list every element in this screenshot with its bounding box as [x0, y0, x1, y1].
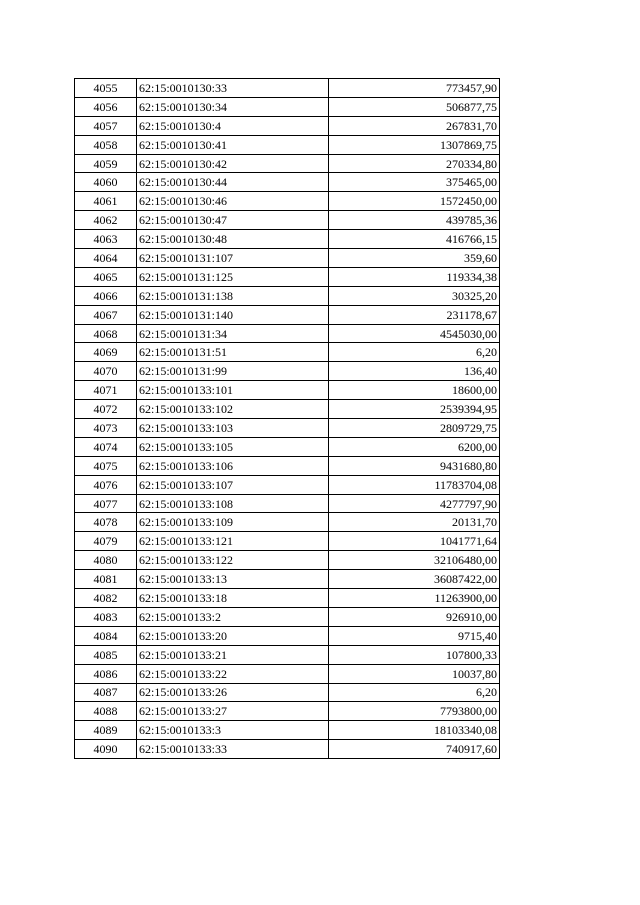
table-row	[75, 645, 500, 664]
value-cell: 270334,80	[329, 154, 500, 173]
table-row	[75, 400, 500, 419]
value-cell: 20131,70	[329, 513, 500, 532]
cadastral-value-table	[74, 78, 500, 759]
cadastral-number-cell: 62:15:0010131:125	[137, 267, 329, 286]
table-row	[75, 664, 500, 683]
row-number-cell: 4079	[75, 532, 137, 551]
row-number-cell: 4067	[75, 305, 137, 324]
row-number-cell: 4055	[75, 79, 137, 98]
row-number-cell: 4071	[75, 381, 137, 400]
cadastral-number-cell: 62:15:0010133:101	[137, 381, 329, 400]
value-cell: 506877,75	[329, 97, 500, 116]
row-number-cell: 4061	[75, 192, 137, 211]
cadastral-number-cell: 62:15:0010133:122	[137, 551, 329, 570]
row-number-cell: 4070	[75, 362, 137, 381]
cadastral-number-cell: 62:15:0010130:46	[137, 192, 329, 211]
cadastral-number-cell: 62:15:0010133:109	[137, 513, 329, 532]
value-cell: 439785,36	[329, 211, 500, 230]
row-number-cell: 4058	[75, 135, 137, 154]
value-cell: 416766,15	[329, 230, 500, 249]
cadastral-number-cell: 62:15:0010133:20	[137, 626, 329, 645]
cadastral-number-cell: 62:15:0010130:42	[137, 154, 329, 173]
value-cell: 231178,67	[329, 305, 500, 324]
row-number-cell: 4066	[75, 286, 137, 305]
row-number-cell: 4074	[75, 437, 137, 456]
cadastral-number-cell: 62:15:0010131:107	[137, 249, 329, 268]
table-row	[75, 419, 500, 438]
cadastral-number-cell: 62:15:0010133:106	[137, 456, 329, 475]
row-number-cell: 4062	[75, 211, 137, 230]
table-row	[75, 702, 500, 721]
cadastral-number-cell: 62:15:0010133:107	[137, 475, 329, 494]
table-row	[75, 437, 500, 456]
row-number-cell: 4057	[75, 116, 137, 135]
cadastral-number-cell: 62:15:0010130:48	[137, 230, 329, 249]
table-row	[75, 230, 500, 249]
value-cell: 4277797,90	[329, 494, 500, 513]
cadastral-number-cell: 62:15:0010133:18	[137, 589, 329, 608]
value-cell: 136,40	[329, 362, 500, 381]
row-number-cell: 4056	[75, 97, 137, 116]
value-cell: 18103340,08	[329, 721, 500, 740]
value-cell: 119334,38	[329, 267, 500, 286]
cadastral-number-cell: 62:15:0010131:138	[137, 286, 329, 305]
table-row	[75, 305, 500, 324]
table-row	[75, 570, 500, 589]
value-cell: 740917,60	[329, 740, 500, 759]
cadastral-number-cell: 62:15:0010133:105	[137, 437, 329, 456]
value-cell: 926910,00	[329, 607, 500, 626]
row-number-cell: 4059	[75, 154, 137, 173]
row-number-cell: 4089	[75, 721, 137, 740]
value-cell: 6,20	[329, 683, 500, 702]
table-row	[75, 211, 500, 230]
row-number-cell: 4072	[75, 400, 137, 419]
row-number-cell: 4086	[75, 664, 137, 683]
cadastral-number-cell: 62:15:0010130:33	[137, 79, 329, 98]
table-row	[75, 249, 500, 268]
row-number-cell: 4075	[75, 456, 137, 475]
table-row	[75, 343, 500, 362]
table-row	[75, 135, 500, 154]
table-row	[75, 154, 500, 173]
value-cell: 2539394,95	[329, 400, 500, 419]
cadastral-number-cell: 62:15:0010130:41	[137, 135, 329, 154]
value-cell: 375465,00	[329, 173, 500, 192]
table-row	[75, 79, 500, 98]
row-number-cell: 4078	[75, 513, 137, 532]
value-cell: 2809729,75	[329, 419, 500, 438]
cadastral-number-cell: 62:15:0010133:121	[137, 532, 329, 551]
cadastral-number-cell: 62:15:0010133:2	[137, 607, 329, 626]
row-number-cell: 4069	[75, 343, 137, 362]
row-number-cell: 4076	[75, 475, 137, 494]
cadastral-number-cell: 62:15:0010130:47	[137, 211, 329, 230]
row-number-cell: 4090	[75, 740, 137, 759]
value-cell: 773457,90	[329, 79, 500, 98]
row-number-cell: 4080	[75, 551, 137, 570]
table-row	[75, 683, 500, 702]
table-body	[75, 79, 500, 759]
row-number-cell: 4087	[75, 683, 137, 702]
row-number-cell: 4060	[75, 173, 137, 192]
value-cell: 1041771,64	[329, 532, 500, 551]
row-number-cell: 4077	[75, 494, 137, 513]
table-row	[75, 381, 500, 400]
cadastral-number-cell: 62:15:0010133:103	[137, 419, 329, 438]
table-row	[75, 607, 500, 626]
row-number-cell: 4065	[75, 267, 137, 286]
cadastral-number-cell: 62:15:0010133:22	[137, 664, 329, 683]
cadastral-number-cell: 62:15:0010133:21	[137, 645, 329, 664]
row-number-cell: 4082	[75, 589, 137, 608]
table-row	[75, 513, 500, 532]
row-number-cell: 4068	[75, 324, 137, 343]
table-row	[75, 532, 500, 551]
table-row	[75, 740, 500, 759]
table-row	[75, 475, 500, 494]
value-cell: 4545030,00	[329, 324, 500, 343]
value-cell: 7793800,00	[329, 702, 500, 721]
value-cell: 11263900,00	[329, 589, 500, 608]
value-cell: 36087422,00	[329, 570, 500, 589]
cadastral-number-cell: 62:15:0010130:4	[137, 116, 329, 135]
cadastral-number-cell: 62:15:0010133:33	[137, 740, 329, 759]
cadastral-number-cell: 62:15:0010130:34	[137, 97, 329, 116]
table-row	[75, 173, 500, 192]
cadastral-number-cell: 62:15:0010131:51	[137, 343, 329, 362]
row-number-cell: 4084	[75, 626, 137, 645]
value-cell: 11783704,08	[329, 475, 500, 494]
table-row	[75, 626, 500, 645]
table-row	[75, 362, 500, 381]
value-cell: 9715,40	[329, 626, 500, 645]
value-cell: 359,60	[329, 249, 500, 268]
row-number-cell: 4085	[75, 645, 137, 664]
cadastral-number-cell: 62:15:0010133:108	[137, 494, 329, 513]
table-row	[75, 551, 500, 570]
row-number-cell: 4064	[75, 249, 137, 268]
value-cell: 9431680,80	[329, 456, 500, 475]
table-row	[75, 97, 500, 116]
cadastral-number-cell: 62:15:0010133:26	[137, 683, 329, 702]
value-cell: 267831,70	[329, 116, 500, 135]
table-row	[75, 116, 500, 135]
table-row	[75, 589, 500, 608]
table-row	[75, 494, 500, 513]
table-row	[75, 267, 500, 286]
cadastral-number-cell: 62:15:0010131:34	[137, 324, 329, 343]
value-cell: 107800,33	[329, 645, 500, 664]
cadastral-number-cell: 62:15:0010131:99	[137, 362, 329, 381]
value-cell: 32106480,00	[329, 551, 500, 570]
value-cell: 1572450,00	[329, 192, 500, 211]
cadastral-number-cell: 62:15:0010133:27	[137, 702, 329, 721]
table-row	[75, 721, 500, 740]
value-cell: 1307869,75	[329, 135, 500, 154]
row-number-cell: 4088	[75, 702, 137, 721]
value-cell: 6200,00	[329, 437, 500, 456]
cadastral-number-cell: 62:15:0010131:140	[137, 305, 329, 324]
value-cell: 6,20	[329, 343, 500, 362]
value-cell: 10037,80	[329, 664, 500, 683]
value-cell: 30325,20	[329, 286, 500, 305]
row-number-cell: 4081	[75, 570, 137, 589]
table-row	[75, 456, 500, 475]
table-row	[75, 286, 500, 305]
value-cell: 18600,00	[329, 381, 500, 400]
row-number-cell: 4063	[75, 230, 137, 249]
cadastral-number-cell: 62:15:0010133:102	[137, 400, 329, 419]
cadastral-number-cell: 62:15:0010130:44	[137, 173, 329, 192]
row-number-cell: 4083	[75, 607, 137, 626]
cadastral-number-cell: 62:15:0010133:3	[137, 721, 329, 740]
row-number-cell: 4073	[75, 419, 137, 438]
table-row	[75, 324, 500, 343]
cadastral-number-cell: 62:15:0010133:13	[137, 570, 329, 589]
table-row	[75, 192, 500, 211]
